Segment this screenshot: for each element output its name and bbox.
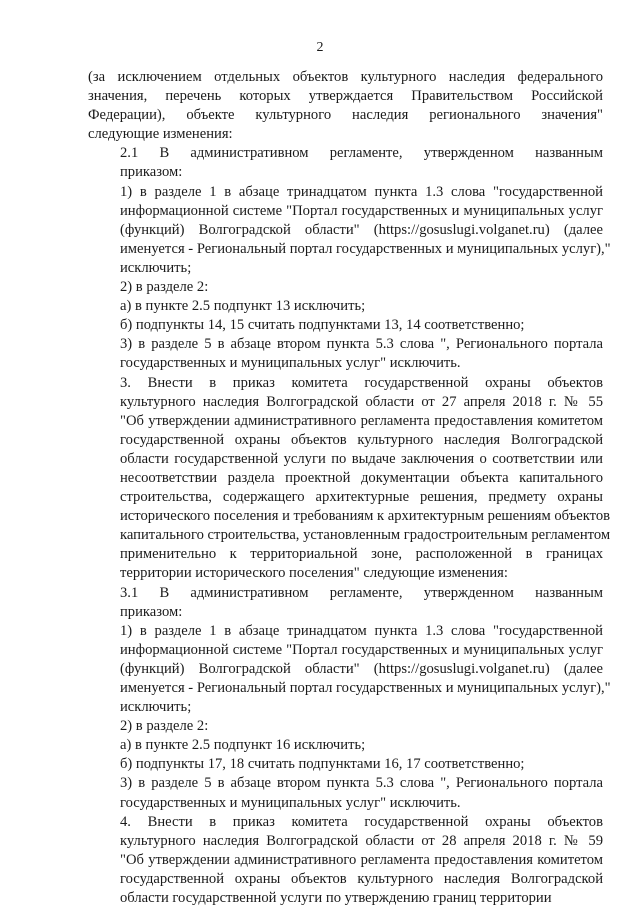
text-line: капитального строительства, установленным градостроительным регламентом xyxy=(120,527,611,544)
text-line: государственных и муниципальных услуг" исключить. xyxy=(120,794,461,811)
paragraph xyxy=(88,297,603,316)
text-line: 3) в разделе 5 в абзаце втором пункта 5.3 слова ", Регионального портала xyxy=(120,336,603,353)
paragraph xyxy=(88,717,603,736)
text-line: 1) в разделе 1 в абзаце тринадцатом пункта 1.3 слова "государственной xyxy=(120,183,603,200)
text-line: (функций) Волгоградской области" (https://gosuslugi.volganet.ru) (далее xyxy=(120,660,603,677)
text-line: 2.1 В административном регламенте, утвержденном названным xyxy=(120,145,603,162)
text-line: 3) в разделе 5 в абзаце втором пункта 5.3 слова ", Регионального портала xyxy=(120,775,603,792)
paragraph xyxy=(88,68,603,144)
text-line: приказом: xyxy=(120,164,183,181)
text-line: государственной охраны объектов культурного наследия Волгоградской xyxy=(120,431,603,448)
text-line: б) подпункты 17, 18 считать подпунктами 16, 17 соответственно; xyxy=(120,756,525,773)
paragraph xyxy=(88,622,611,717)
text-line: территории исторического поселения" следующие изменения: xyxy=(120,565,508,582)
text-line: области государственной услуги по утверждению границ территории xyxy=(120,890,552,907)
text-line: 1) в разделе 1 в абзаце тринадцатом пункта 1.3 слова "государственной xyxy=(120,622,603,639)
text-line: культурного наследия Волгоградской области от 28 апреля 2018 г. № 59 xyxy=(120,832,603,849)
text-line: следующие изменения: xyxy=(88,126,233,143)
text-line: "Об утверждении административного регламента предоставления комитетом xyxy=(120,412,603,429)
text-line: несоответствии раздела проектной документации объекта капитального xyxy=(120,469,603,486)
paragraph xyxy=(88,374,611,584)
paragraph xyxy=(88,335,603,373)
text-line: значения, перечень которых утверждается Правительством Российской xyxy=(88,88,603,105)
text-line: именуется - Региональный портал государственных и муниципальных услуг)," xyxy=(120,240,611,257)
text-line: применительно к территориальной зоне, расположенной в границах xyxy=(120,546,603,563)
document-body xyxy=(88,68,611,908)
text-line: 2) в разделе 2: xyxy=(120,718,209,735)
text-line: информационной системе "Портал государственных и муниципальных услуг xyxy=(120,202,603,219)
text-line: государственной охраны объектов культурного наследия Волгоградской xyxy=(120,870,603,887)
text-line: приказом: xyxy=(120,603,183,620)
text-line: 3. Внести в приказ комитета государственной охраны объектов xyxy=(120,374,603,391)
text-line: государственных и муниципальных услуг" исключить. xyxy=(120,355,461,372)
paragraph xyxy=(88,774,603,812)
paragraph xyxy=(88,278,603,297)
paragraph xyxy=(88,813,603,908)
paragraph xyxy=(88,183,611,278)
text-line: культурного наследия Волгоградской области от 27 апреля 2018 г. № 55 xyxy=(120,393,603,410)
text-line: б) подпункты 14, 15 считать подпунктами 13, 14 соответственно; xyxy=(120,317,525,334)
paragraph xyxy=(88,144,603,182)
paragraph xyxy=(88,316,603,335)
page-number: 2 xyxy=(316,40,324,55)
text-line: строительства, содержащего архитектурные решения, предмету охраны xyxy=(120,489,603,506)
text-line: области государственной услуги по выдаче заключения о соответствии или xyxy=(120,450,603,467)
paragraph xyxy=(88,584,603,622)
paragraph xyxy=(88,736,603,755)
text-line: Федерации), объекте культурного наследия регионального значения" xyxy=(88,107,603,124)
paragraph xyxy=(88,755,603,774)
text-line: 3.1 В административном регламенте, утвержденном названным xyxy=(120,584,603,601)
text-line: 4. Внести в приказ комитета государственной охраны объектов xyxy=(120,813,603,830)
text-line: а) в пункте 2.5 подпункт 13 исключить; xyxy=(120,298,366,315)
text-line: исключить; xyxy=(120,699,192,716)
text-line: 2) в разделе 2: xyxy=(120,279,209,296)
text-line: (за исключением отдельных объектов культурного наследия федерального xyxy=(88,69,603,85)
text-line: информационной системе "Портал государственных и муниципальных услуг xyxy=(120,641,603,658)
text-line: исторического поселения и требованиям к архитектурным решениям объектов xyxy=(120,508,611,525)
text-line: (функций) Волгоградской области" (https://gosuslugi.volganet.ru) (далее xyxy=(120,221,603,238)
text-line: а) в пункте 2.5 подпункт 16 исключить; xyxy=(120,737,366,754)
text-line: исключить; xyxy=(120,259,192,276)
text-line: "Об утверждении административного регламента предоставления комитетом xyxy=(120,851,603,868)
text-line: именуется - Региональный портал государственных и муниципальных услуг)," xyxy=(120,680,611,696)
